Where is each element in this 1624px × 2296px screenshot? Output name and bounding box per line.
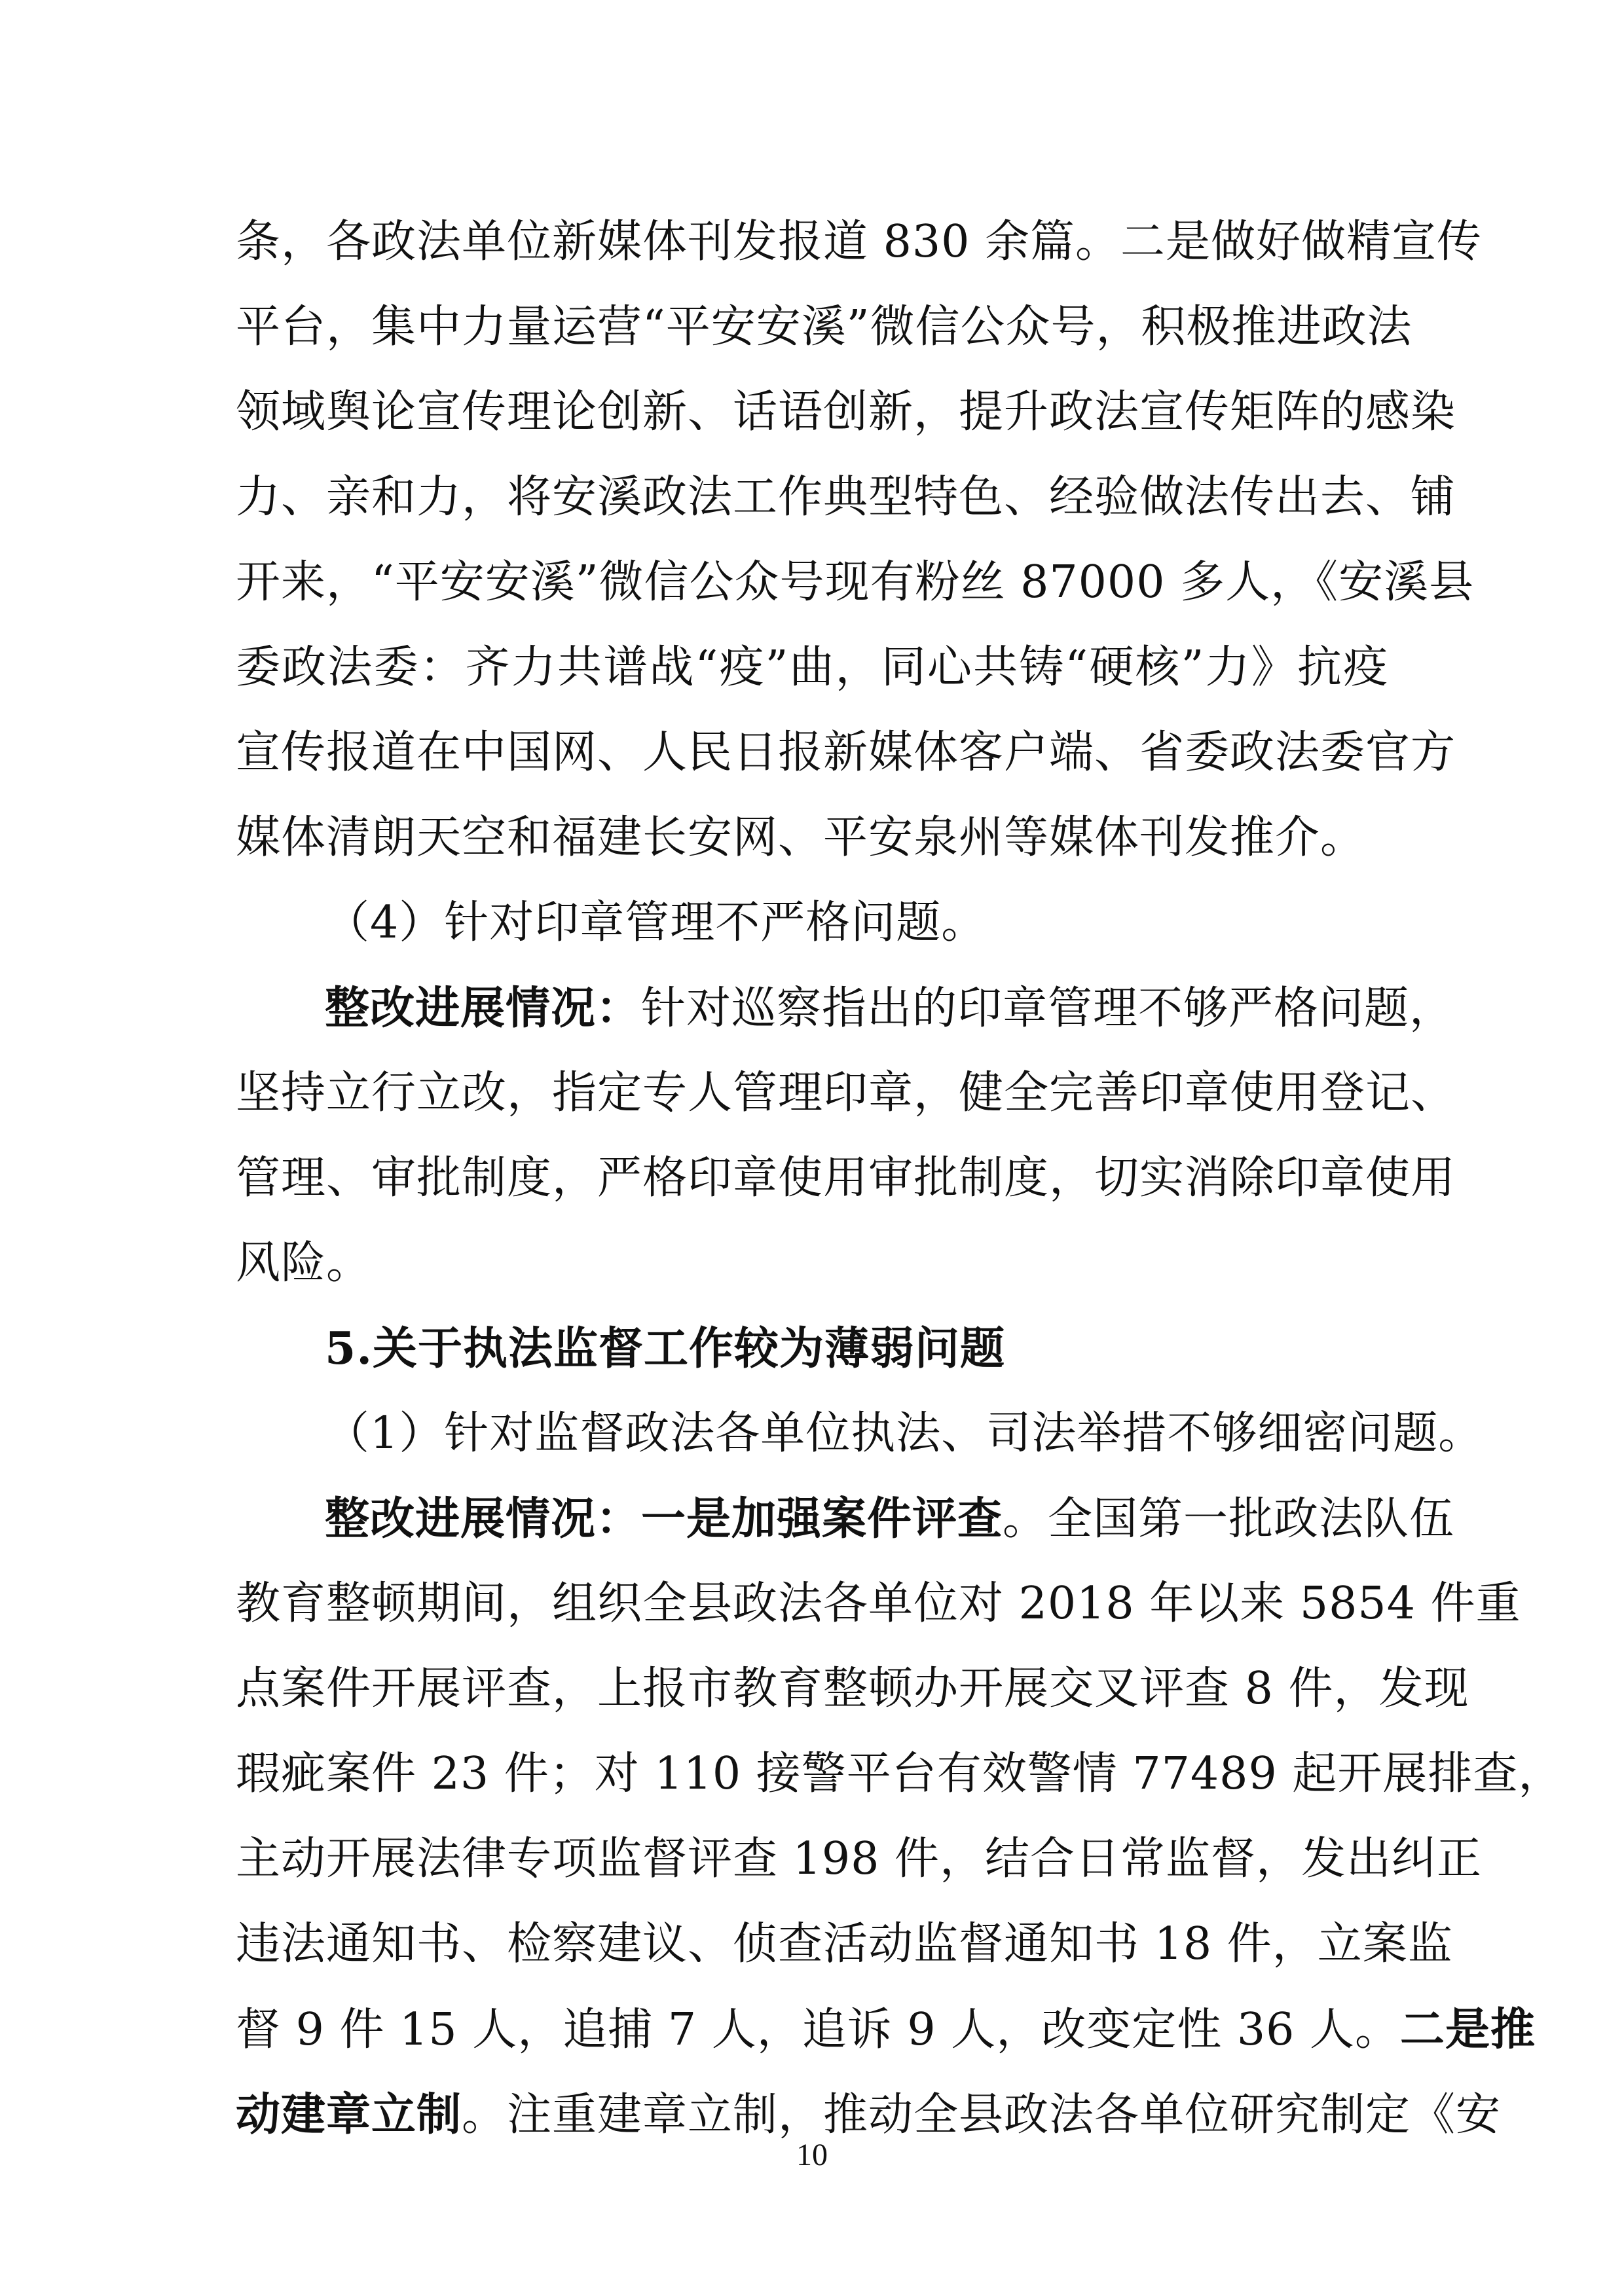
key-measure: 一是加强案件评查 <box>641 1493 1003 1545</box>
body-text-line: 平台，集中力量运营“平安安溪”微信公众号，积极推进政法 <box>236 301 1412 353</box>
progress-label: 整改进展情况： <box>325 1493 642 1545</box>
body-text-line: 委政法委：齐力共谱战“疫”曲，同心共铸“硬核”力》抗疫 <box>236 642 1388 693</box>
body-text-line: 力、亲和力，将安溪政法工作典型特色、经验做法传出去、铺 <box>236 471 1456 523</box>
body-text-line: 点案件开展评查，上报市教育整顿办开展交叉评查 8 件，发现 <box>236 1663 1469 1715</box>
progress-paragraph-start: 整改进展情况：一是加强案件评查。全国第一批政法队伍 <box>325 1493 1455 1545</box>
body-text-line: 管理、审批制度，严格印章使用审批制度，切实消除印章使用 <box>236 1152 1456 1204</box>
body-text-line: 动建章立制。注重建章立制，推动全县政法各单位研究制定《安 <box>236 2088 1502 2141</box>
body-text-line: 坚持立行立改，指定专人管理印章，健全完善印章使用登记、 <box>236 1067 1456 1119</box>
body-text-line: 媒体清朗天空和福建长安网、平安泉州等媒体刊发推介。 <box>236 812 1366 864</box>
key-measure: 二是推 <box>1400 2003 1536 2056</box>
page-number: 10 <box>796 2138 828 2172</box>
progress-label: 整改进展情况： <box>325 982 642 1034</box>
key-measure: 动建章立制 <box>236 2088 462 2141</box>
body-text-line: 瑕疵案件 23 件；对 110 接警平台有效警情 77489 起开展排查， <box>236 1748 1564 1800</box>
body-text-line: 教育整顿期间，组织全县政法各单位对 2018 年以来 5854 件重 <box>236 1578 1521 1630</box>
section-heading: 5.关于执法监督工作较为薄弱问题 <box>325 1322 1005 1375</box>
body-text-line: 宣传报道在中国网、人民日报新媒体客户端、省委政法委官方 <box>236 727 1456 778</box>
body-text-line: 条，各政法单位新媒体刊发报道 830 余篇。二是做好做精宣传 <box>236 216 1483 268</box>
subsection-heading: （4）针对印章管理不严格问题。 <box>325 897 987 949</box>
body-text-line: 开来，“平安安溪”微信公众号现有粉丝 87000 多人，《安溪县 <box>236 556 1475 608</box>
body-text-line: 主动开展法律专项监督评查 198 件，结合日常监督，发出纠正 <box>236 1833 1483 1885</box>
body-text-line: 风险。 <box>236 1237 372 1289</box>
progress-paragraph-start: 整改进展情况：针对巡察指出的印章管理不够严格问题， <box>325 982 1455 1034</box>
body-text-line: 违法通知书、检察建议、侦查活动监督通知书 18 件，立案监 <box>236 1918 1453 1970</box>
subsection-heading: （1）针对监督政法各单位执法、司法举措不够细密问题。 <box>325 1408 1484 1459</box>
body-text-line: 领域舆论宣传理论创新、话语创新，提升政法宣传矩阵的感染 <box>236 386 1456 438</box>
body-text-line: 督 9 件 15 人，追捕 7 人，追诉 9 人，改变定性 36 人。二是推 <box>236 2003 1536 2056</box>
